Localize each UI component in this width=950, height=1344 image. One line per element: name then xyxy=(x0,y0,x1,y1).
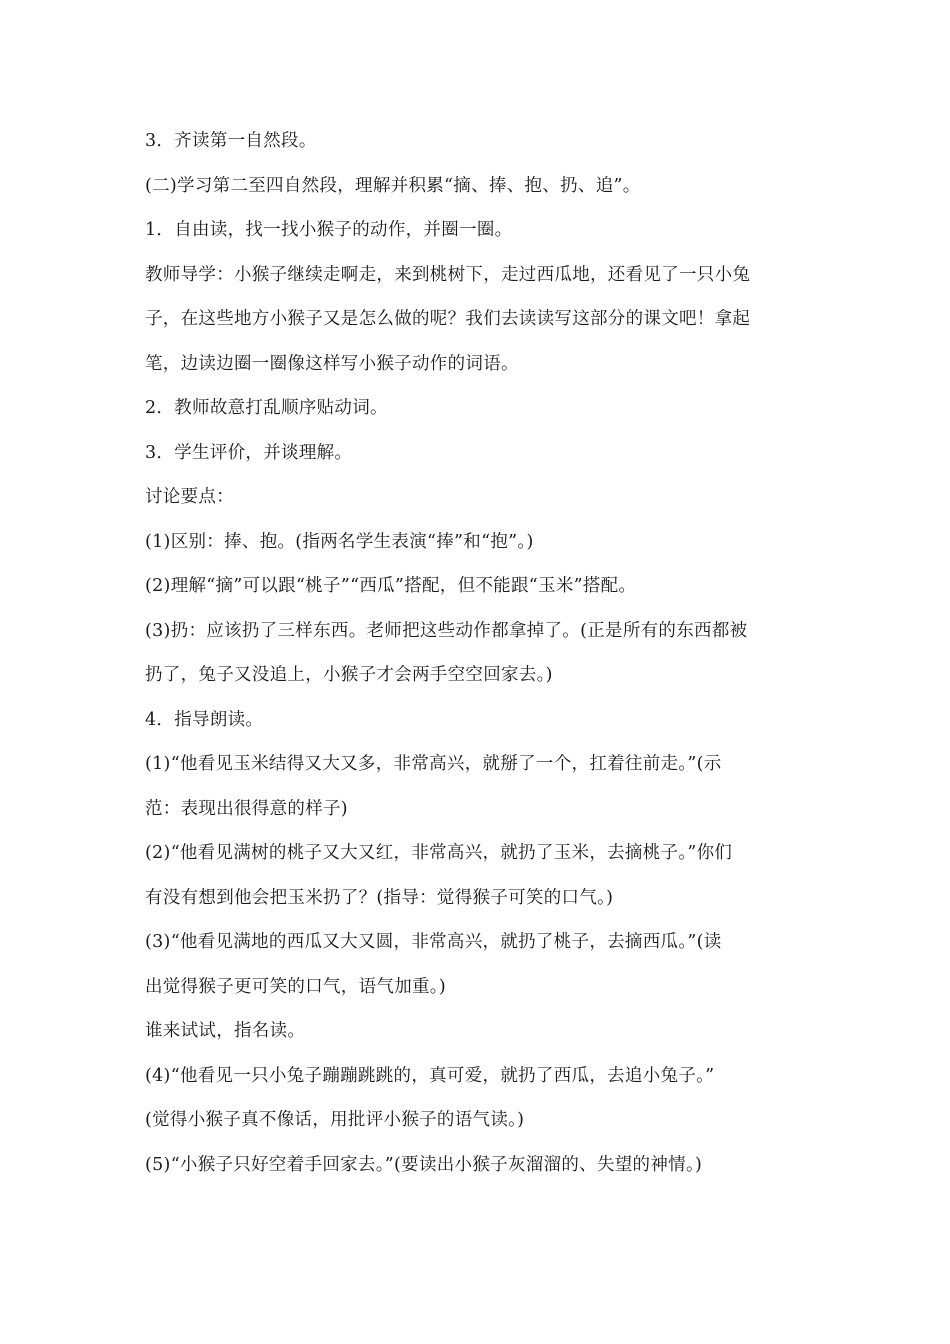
text-line: (4)“他看见一只小兔子蹦蹦跳跳的，真可爱，就扔了西瓜，去追小兔子。” xyxy=(145,1065,715,1086)
text-line: 谁来试试，指名读。 xyxy=(145,1021,306,1041)
text-line: 4．指导朗读。 xyxy=(145,709,264,730)
text-line: (2)“他看见满树的桃子又大又红，非常高兴，就扔了玉米，去摘桃子。”你们 xyxy=(145,843,733,863)
text-line: 笔，边读边圈一圈像这样写小猴子动作的词语。 xyxy=(145,353,519,374)
text-line: 2．教师故意打乱顺序贴动词。 xyxy=(145,398,388,418)
text-line: 有没有想到他会把玉米扔了？(指导：觉得猴子可笑的口气。) xyxy=(145,887,614,908)
text-line: (1)“他看见玉米结得又大又多，非常高兴，就掰了一个，扛着往前走。”(示 xyxy=(145,754,722,774)
section-heading: (二)学习第二至四自然段，理解并积累“摘、捧、抱、扔、追”。 xyxy=(145,175,641,196)
text-line: 1．自由读，找一找小猴子的动作，并圈一圈。 xyxy=(145,220,513,240)
text-line: (1)区别：捧、抱。(指两名学生表演“捧”和“抱”。) xyxy=(145,531,534,552)
text-line: (3)扔：应该扔了三样东西。老师把这些动作都拿掉了。(正是所有的东西都被 xyxy=(145,620,748,641)
text-line: 扔了，兔子又没追上，小猴子才会两手空空回家去。) xyxy=(145,665,553,685)
text-line: 教师导学：小猴子继续走啊走，来到桃树下，走过西瓜地，还看见了一只小兔 xyxy=(145,264,751,285)
text-line: (3)“他看见满地的西瓜又大又圆，非常高兴，就扔了桃子，去摘西瓜。”(读 xyxy=(145,932,722,952)
document-body xyxy=(145,119,825,1187)
text-line: 出觉得猴子更可笑的口气，语气加重。) xyxy=(145,976,446,997)
text-line: (觉得小猴子真不像话，用批评小猴子的语气读。) xyxy=(145,1110,525,1130)
text-line: 3．学生评价，并谈理解。 xyxy=(145,442,353,463)
text-line: (5)“小猴子只好空着手回家去。”(要读出小猴子灰溜溜的、失望的神情。) xyxy=(145,1154,703,1175)
text-line: 讨论要点： xyxy=(145,487,234,507)
text-line: 范：表现出很得意的样子) xyxy=(145,798,348,819)
text-line: (2)理解“摘”可以跟“桃子”“西瓜”搭配，但不能跟“玉米”搭配。 xyxy=(145,576,637,596)
text-line: 子，在这些地方小猴子又是怎么做的呢？我们去读读写这部分的课文吧！拿起 xyxy=(145,309,751,329)
text-line: 3．齐读第一自然段。 xyxy=(145,131,317,151)
